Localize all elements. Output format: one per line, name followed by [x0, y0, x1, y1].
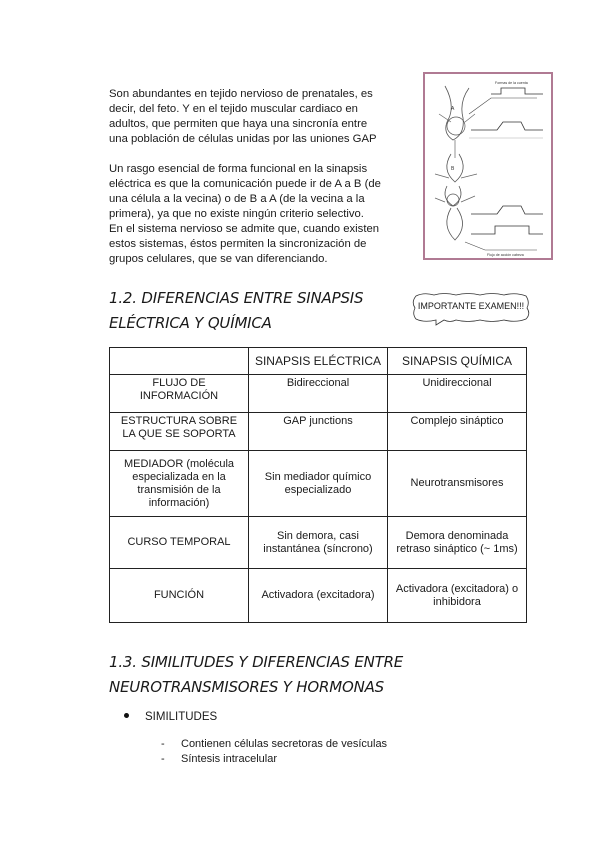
intro-paragraph-1: [109, 87, 377, 147]
row-label: CURSO TEMPORAL: [110, 517, 249, 569]
text-line: decir, del feto. Y en el tejido muscular cardiaco en: [109, 103, 358, 115]
sub-item-text: Contienen células secretoras de vesículas: [181, 738, 388, 750]
bullet-icon: [124, 713, 129, 718]
heading-line-2: ELÉCTRICA Y QUÍMICA: [109, 314, 272, 332]
bullet-label: SIMILITUDES: [145, 711, 218, 723]
row-label: MEDIADOR (molécula especializada en la transmisión de la información): [110, 451, 249, 517]
header-electrica: SINAPSIS ELÉCTRICA: [249, 348, 388, 375]
row-label: FLUJO DE INFORMACIÓN: [110, 375, 249, 413]
text-line: primera), ya que no existe ningún criterio selectivo.: [109, 208, 364, 220]
dash-icon: -: [161, 738, 165, 750]
header-quimica: SINAPSIS QUÍMICA: [388, 348, 527, 375]
cell-quimica: Neurotransmisores: [388, 451, 527, 517]
text-line: estos sistemas, éstos permiten la sincronización de: [109, 238, 367, 250]
cell-quimica: Demora denominada retraso sináptico (~ 1ms): [388, 517, 527, 569]
dash-icon: -: [161, 753, 165, 765]
heading-line-2: NEUROTRANSMISORES Y HORMONAS: [109, 678, 384, 696]
cell-quimica: Complejo sináptico: [388, 413, 527, 451]
text-line: eléctrica es que la comunicación puede ir de A a B (de: [109, 178, 381, 190]
cell-quimica: Activadora (excitadora) o inhibidora: [388, 569, 527, 623]
synapse-diagram-figure: [423, 72, 553, 260]
heading-line-1: 1.3. SIMILITUDES Y DIFERENCIAS ENTRE: [109, 653, 404, 671]
important-exam-text: IMPORTANTE EXAMEN!!!: [417, 301, 525, 311]
table-header-row: [110, 348, 527, 375]
table-row: [110, 569, 527, 623]
table-row: [110, 451, 527, 517]
label-a: A: [451, 106, 455, 112]
row-label: ESTRUCTURA SOBRE LA QUE SE SOPORTA: [110, 413, 249, 451]
row-label: FUNCIÓN: [110, 569, 249, 623]
bullet-item-similitudes: [124, 711, 217, 723]
label-bottom: Flujo de acción cabeza: [487, 253, 524, 257]
table-row: [110, 413, 527, 451]
label-b: B: [451, 166, 455, 172]
cell-electrica: Activadora (excitadora): [249, 569, 388, 623]
text-line: una población de células unidas por las uniones GAP: [109, 133, 377, 145]
text-line: Son abundantes en tejido nervioso de prenatales, es: [109, 88, 373, 100]
comparison-table: [109, 347, 527, 623]
cell-quimica: Unidireccional: [388, 375, 527, 413]
important-exam-note: [410, 290, 532, 326]
section-heading-1-3: [109, 650, 403, 700]
synapse-diagram: [425, 74, 551, 258]
section-heading-1-2: [109, 286, 363, 336]
sub-list-item: [161, 738, 387, 750]
sub-list-item: [161, 753, 277, 765]
cell-electrica: Bidireccional: [249, 375, 388, 413]
text-line: En el sistema nervioso se admite que, cuando existen: [109, 223, 380, 235]
sub-item-text: Síntesis intracelular: [181, 753, 277, 765]
cell-electrica: Sin demora, casi instantánea (síncrono): [249, 517, 388, 569]
text-line: Un rasgo esencial de forma funcional en la sinapsis: [109, 163, 368, 175]
text-line: una célula a la vecina) o de B a A (de la vecina a la: [109, 193, 365, 205]
heading-line-1: 1.2. DIFERENCIAS ENTRE SINAPSIS: [109, 289, 364, 307]
text-line: grupos celulares, que se van diferenciando.: [109, 253, 328, 265]
table-row: [110, 375, 527, 413]
cell-electrica: Sin mediador químico especializado: [249, 451, 388, 517]
text-line: adultos, que permiten que haya una sincronía entre: [109, 118, 368, 130]
label-top: Formas de la cuenta: [495, 81, 528, 85]
cell-electrica: GAP junctions: [249, 413, 388, 451]
table-row: [110, 517, 527, 569]
header-cell-empty: [110, 348, 249, 375]
intro-paragraph-2: [109, 162, 381, 267]
